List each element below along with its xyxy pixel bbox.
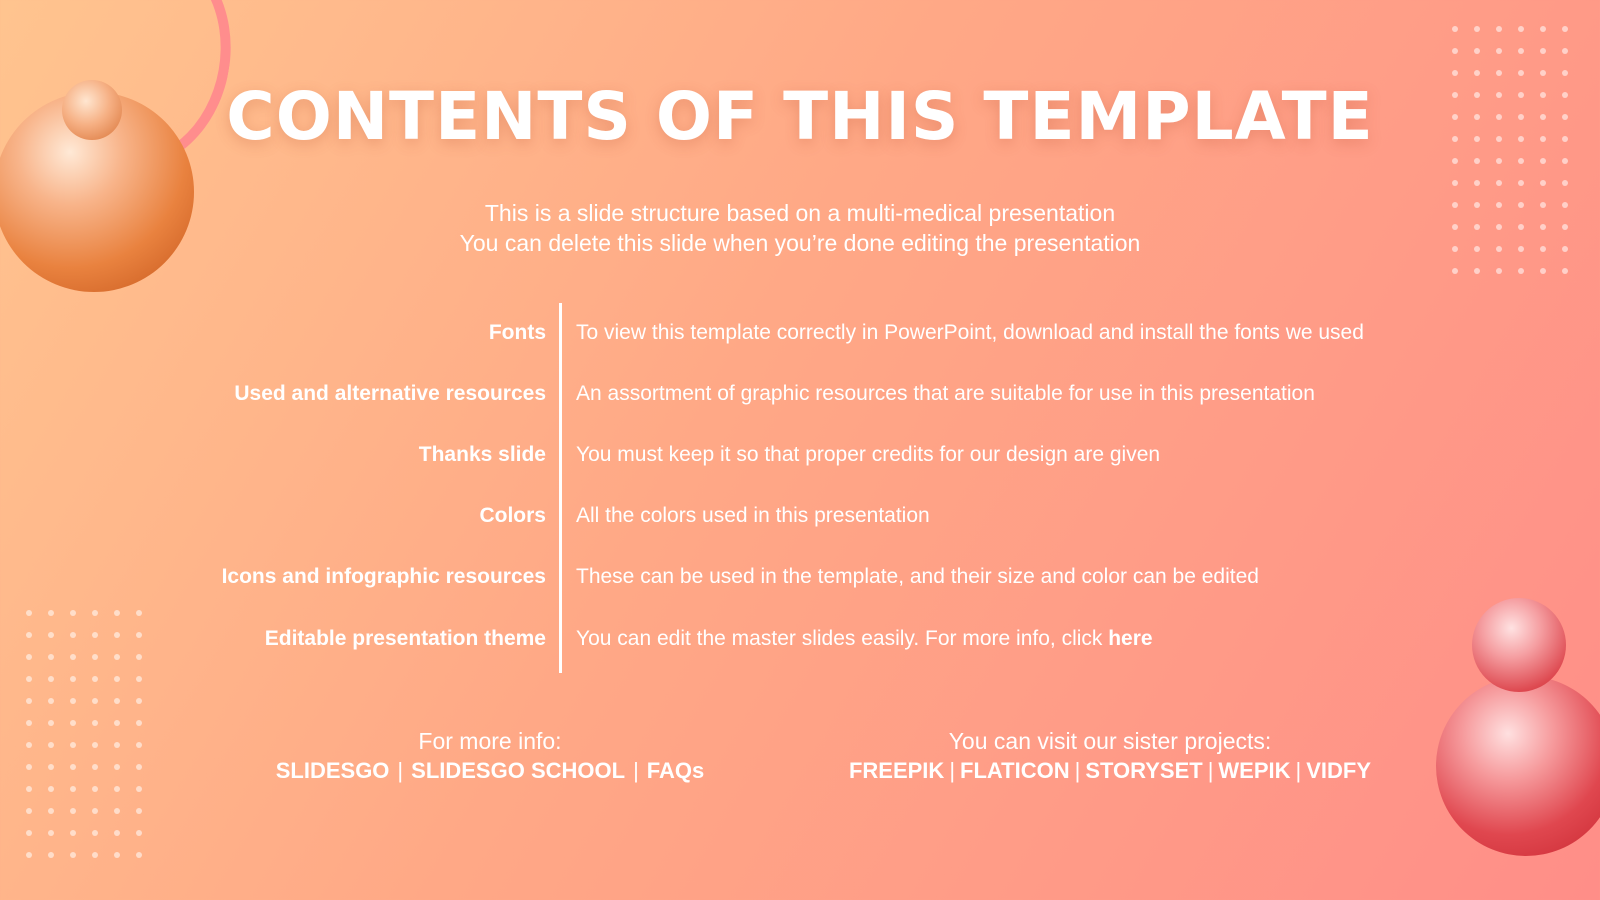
decorative-dot [114, 852, 120, 858]
link-flaticon[interactable]: FLATICON [960, 758, 1070, 783]
contents-row [0, 435, 1600, 475]
link-separator: | [1074, 758, 1081, 783]
decorative-dot [1496, 70, 1502, 76]
decorative-dot [1562, 158, 1568, 164]
decorative-dot [114, 764, 120, 770]
decorative-dot [70, 830, 76, 836]
decorative-dot [1518, 48, 1524, 54]
decorative-dot [1474, 48, 1480, 54]
decorative-dot [1496, 268, 1502, 274]
decorative-dot [1518, 180, 1524, 186]
subtitle-line-1: This is a slide structure based on a multi-medical presentation [484, 200, 1116, 226]
decorative-dot [1452, 26, 1458, 32]
row-label: Used and alternative resources [234, 382, 546, 405]
decorative-dot [48, 698, 54, 704]
decorative-dot [26, 830, 32, 836]
row-description: To view this template correctly in PowerPoint, download and install the fonts we used [576, 321, 1364, 344]
contents-row [0, 557, 1600, 597]
contents-row [0, 313, 1600, 353]
decorative-dot [26, 764, 32, 770]
decorative-dot [1562, 70, 1568, 76]
page-title: CONTENTS OF THIS TEMPLATE [226, 78, 1374, 155]
decorative-dot [92, 852, 98, 858]
link-separator: | [949, 758, 956, 783]
sister-projects-links [810, 756, 1410, 786]
link-slidesgo[interactable]: SLIDESGO [275, 758, 390, 783]
decorative-dot [70, 610, 76, 616]
decorative-dot [114, 610, 120, 616]
link-freepik[interactable]: FREEPIK [848, 758, 945, 783]
more-info-links [240, 756, 740, 786]
decorative-dot [136, 742, 142, 748]
link-storyset[interactable]: STORYSET [1085, 758, 1203, 783]
decorative-dot [48, 764, 54, 770]
decorative-dot [48, 676, 54, 682]
decorative-dot [1452, 70, 1458, 76]
decorative-dot [114, 742, 120, 748]
link-separator: | [397, 758, 404, 783]
decorative-dot [92, 720, 98, 726]
decorative-dot [1540, 158, 1546, 164]
decorative-dot [1474, 70, 1480, 76]
decorative-dot [114, 786, 120, 792]
decorative-dot [136, 808, 142, 814]
decorative-dot [70, 764, 76, 770]
decorative-dot [70, 720, 76, 726]
link-separator: | [633, 758, 639, 783]
decorative-dot [1562, 48, 1568, 54]
decorative-dot [48, 852, 54, 858]
row-label: Thanks slide [418, 443, 546, 466]
sister-projects-heading: You can visit our sister projects: [948, 728, 1272, 754]
subtitle-line-2: You can delete this slide when you’re done editing the presentation [459, 230, 1141, 256]
decorative-dot [114, 676, 120, 682]
decorative-dot [1562, 26, 1568, 32]
decorative-dot [26, 808, 32, 814]
decorative-dot [1452, 48, 1458, 54]
vertical-divider [559, 303, 562, 673]
decorative-dot [48, 720, 54, 726]
decorative-dot [136, 764, 142, 770]
decorative-dot [70, 676, 76, 682]
row-description: You must keep it so that proper credits for our design are given [576, 443, 1161, 466]
decorative-dot [1562, 180, 1568, 186]
link-separator: | [1207, 758, 1214, 783]
contents-row [0, 619, 1600, 659]
decorative-dot [136, 786, 142, 792]
decorative-dot [1518, 70, 1524, 76]
link-slidesgo-school[interactable]: SLIDESGO SCHOOL [411, 758, 626, 783]
decorative-dot [1562, 268, 1568, 274]
decorative-dot [26, 720, 32, 726]
decorative-dot [136, 830, 142, 836]
decorative-dot [92, 830, 98, 836]
decorative-dot [92, 676, 98, 682]
decorative-dot [114, 808, 120, 814]
decorative-dot [114, 720, 120, 726]
decorative-dot [48, 610, 54, 616]
decorative-dot [1474, 158, 1480, 164]
decorative-dot [1540, 268, 1546, 274]
row-label: Fonts [488, 321, 546, 344]
row-description: These can be used in the template, and their size and color can be edited [576, 565, 1259, 588]
decorative-dot [26, 610, 32, 616]
more-info-block [240, 726, 740, 786]
row-description [576, 619, 1153, 659]
contents-row [0, 374, 1600, 414]
link-wepik[interactable]: WEPIK [1218, 758, 1291, 783]
decorative-dot [1540, 70, 1546, 76]
decorative-dot [92, 764, 98, 770]
contents-row [0, 496, 1600, 536]
decorative-dot [26, 786, 32, 792]
decorative-dot [1452, 158, 1458, 164]
row-label: Editable presentation theme [264, 627, 546, 650]
here-link[interactable]: here [1108, 627, 1153, 650]
decorative-dot [1496, 48, 1502, 54]
decorative-dot [1518, 158, 1524, 164]
decorative-dot [136, 676, 142, 682]
decorative-dot [1474, 26, 1480, 32]
decorative-dot [1540, 180, 1546, 186]
more-info-heading: For more info: [418, 728, 562, 754]
decorative-dot [1540, 26, 1546, 32]
decorative-dot [92, 786, 98, 792]
decorative-dot [92, 742, 98, 748]
decorative-dot [48, 742, 54, 748]
decorative-dot [70, 852, 76, 858]
decorative-dot [114, 698, 120, 704]
row-label: Colors [479, 504, 546, 527]
decorative-dot [136, 698, 142, 704]
sister-projects-block [810, 726, 1410, 786]
red-sphere-large [1436, 676, 1600, 856]
decorative-dot [1496, 158, 1502, 164]
decorative-dot [1452, 180, 1458, 186]
row-description: An assortment of graphic resources that are suitable for use in this presentation [576, 382, 1315, 405]
link-faqs[interactable]: FAQs [646, 758, 705, 783]
decorative-dot [26, 742, 32, 748]
decorative-dot [1518, 268, 1524, 274]
decorative-dot [48, 786, 54, 792]
decorative-dot [92, 808, 98, 814]
decorative-dot [70, 698, 76, 704]
decorative-dot [136, 720, 142, 726]
decorative-dot [70, 786, 76, 792]
row-label: Icons and infographic resources [221, 565, 546, 588]
decorative-dot [1518, 26, 1524, 32]
decorative-dot [70, 742, 76, 748]
decorative-dot [48, 830, 54, 836]
decorative-dot [92, 698, 98, 704]
decorative-dot [1540, 48, 1546, 54]
decorative-dot [136, 610, 142, 616]
decorative-dot [26, 676, 32, 682]
link-separator: | [1295, 758, 1302, 783]
decorative-dot [1474, 180, 1480, 186]
row-description-text: You can edit the master slides easily. For more info, click [576, 627, 1109, 650]
decorative-dot [136, 852, 142, 858]
decorative-dot [26, 698, 32, 704]
decorative-dot [114, 830, 120, 836]
link-vidfy[interactable]: VIDFY [1306, 758, 1372, 783]
subtitle [0, 198, 1600, 258]
decorative-dot [1496, 180, 1502, 186]
decorative-dot [48, 808, 54, 814]
decorative-dot [92, 610, 98, 616]
decorative-dot [26, 852, 32, 858]
decorative-dot [1452, 268, 1458, 274]
decorative-dot [1496, 26, 1502, 32]
row-description: All the colors used in this presentation [576, 504, 930, 527]
decorative-dot [1474, 268, 1480, 274]
decorative-dot [70, 808, 76, 814]
